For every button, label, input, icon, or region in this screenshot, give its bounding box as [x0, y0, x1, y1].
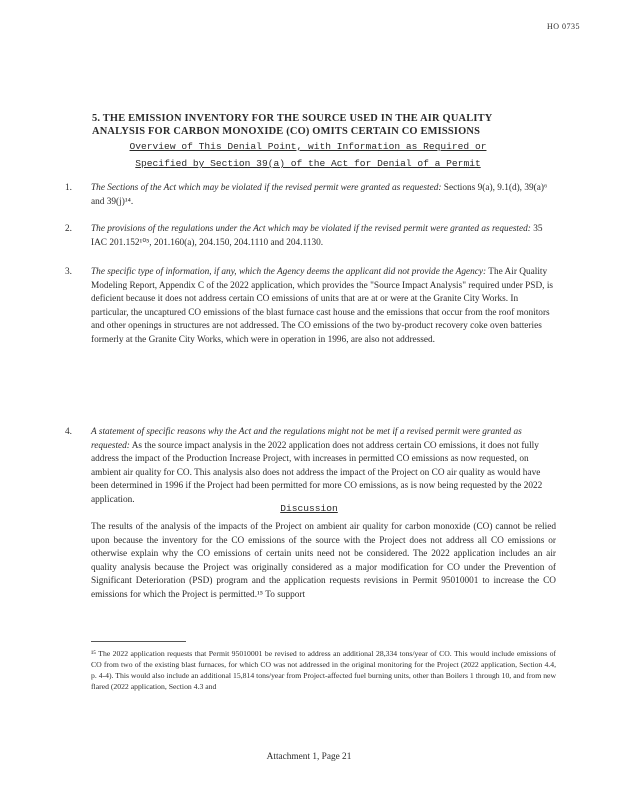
page-footer: Attachment 1, Page 21: [266, 752, 352, 762]
item-text: As the source impact analysis in the 2022 application does not address certain CO emissions, it does not fully address the impact of the Production Increase Project, with increases in permitted CO emissions as now requested, on ambient air quality for CO. This analysis also does not address the impact of the Project on CO air quality as would have been determined in 1996 if the Project had been permitted for more CO emissions, as is now being requested by the 2022 application.: [91, 440, 543, 505]
item-text: Sections 9(a), 9.1(d), 39(a)⁶ and 39(j)¹⁴.: [91, 183, 548, 207]
document-id: HO 0735: [546, 22, 580, 31]
item-text: The Air Quality Modeling Report, Appendix C of the 2022 application, which provides the "Source Impact Analysis" required under PSD, is deficient because it does not address certain CO emissions of units that are at or were at the Granite City Works. In particular, the uncaptured CO emissions of the blast furnace cast house and the emissions that occur from the roof monitors and other openings in structures are not addressed. The CO emissions of the two by-product recovery coke oven batteries formerly at the Granite City Works, which were in operation in 1996, are also not addressed.: [91, 267, 554, 345]
item-number: 3.: [65, 267, 72, 277]
item-number: 2.: [65, 224, 72, 234]
subtitle-line-2: Specified by Section 39(a) of the Act for Denial of a Permit: [135, 158, 481, 169]
subtitle-line-1: Overview of This Denial Point, with Information as Required or: [129, 141, 487, 152]
discussion-paragraph: The results of the analysis of the impacts of the Project on ambient air quality for carbon monoxide (CO) cannot be relied upon because the inventory for the CO emissions of the source with the Project does not address all CO emissions or otherwise explain why the CO emissions of certain units need not be considered. The 2022 application includes an air quality analysis because the Project was originally considered as a major modification for CO under the Prevention of Significant Deterioration (PSD) program and the application requests revisions in Permit 95010001 to increase the CO emissions for which the Project is permitted.¹⁵ To support: [91, 522, 556, 600]
footnote: ¹⁵ The 2022 application requests that Permit 95010001 be revised to address an additional 28,334 tons/year of CO. This would include emissions of CO from two of the existing blast furnaces, for which CO was not addressed in the original monitoring for the Project (2022 application, Section 4.4, p. 4-4). This would also include an additional 15,814 tons/year from Project-affected fuel burning units, other than Boilers 1 through 10, and from new flared (2022 application, Section 4.3 and: [91, 649, 556, 691]
item-text: 35 IAC 201.152¹⁰⁵, 201.160(a), 204.150, 204.1110 and 204.1130.: [91, 224, 543, 248]
list-item: [65, 223, 555, 250]
discussion-heading: Discussion: [280, 503, 338, 514]
item-lead: The provisions of the regulations under the Act which may be violated if the revised permit were granted as requested:: [91, 224, 531, 234]
item-lead: The Sections of the Act which may be violated if the revised permit were granted as requested:: [91, 183, 442, 193]
item-number: 1.: [65, 183, 72, 193]
footnote-divider: [91, 641, 186, 642]
list-item: [65, 182, 555, 209]
item-lead: A statement of specific reasons why the Act and the regulations might not be met if a revised permit were granted as requested:: [91, 427, 522, 451]
section-title: 5. THE EMISSION INVENTORY FOR THE SOURCE USED IN THE AIR QUALITY ANALYSIS FOR CARBON MONOXIDE (CO) OMITS CERTAIN CO EMISSIONS: [92, 113, 493, 137]
item-lead: The specific type of information, if any, which the Agency deems the applicant did not provide the Agency:: [91, 267, 487, 277]
list-item: [65, 266, 555, 348]
section-subtitle: [88, 138, 528, 172]
item-number: 4.: [65, 427, 72, 437]
list-item: [65, 426, 555, 508]
